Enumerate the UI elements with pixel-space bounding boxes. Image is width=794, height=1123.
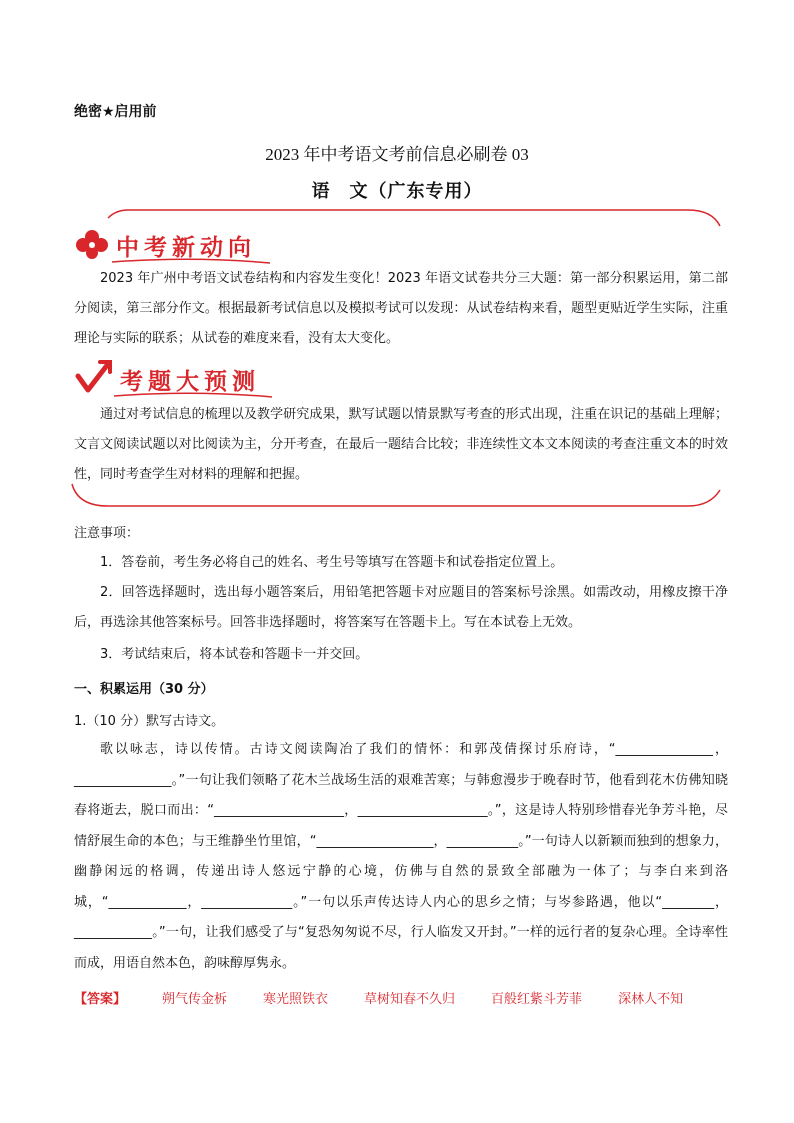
exam-title: 2023 年中考语文考前信息必刷卷 03 [265,145,529,164]
notes-heading: 注意事项： [74,526,140,541]
flower-icon [74,228,110,260]
part1-heading: 一、积累运用（30 分） [74,682,214,697]
question-1: 1.（10 分）默写古诗文。 [74,714,225,729]
heading-underline [114,392,274,400]
answer-row [74,988,728,1007]
answer-item: 深林人不知 [618,992,684,1007]
section-predict-heading: 考题大预测 [120,369,260,395]
answer-item: 草树知春不久归 [364,992,456,1007]
arrow-check-icon [74,358,114,396]
section-trend-text: 2023 年广州中考语文试卷结构和内容发生变化！2023 年语文试卷共分三大题：第一部分积累运用，第二部分阅读，第三部分作文。根据最新考试信息以及模拟考试可以发现：从试卷结构来看，题型更贴近学生实际，注重理论与实际的联系；从试卷的难度来看，没有太大变化。 [74,271,728,346]
notes-item: 2．回答选择题时，选出每小题答案后，用铅笔把答题卡对应题目的答案标号涂黑。如需改动，用橡皮擦干净后，再选涂其他答案标号。回答非选择题时，将答案写在答题卡上。写在本试卷上无效。 [74,585,728,630]
answer-item: 寒光照铁衣 [263,992,329,1007]
section-predict-text: 通过对考试信息的梳理以及教学研究成果，默写试题以情景默写考查的形式出现，注重在识记的基础上理解；文言文阅读试题以对比阅读为主，分开考查，在最后一题结合比较；非连续性文本文本阅读的考查注重文本的时效性，同时考查学生对材料的理解和把握。 [74,407,728,482]
section-trend-heading: 中考新动向 [116,235,256,261]
confidential-mark: 绝密★启用前 [74,104,157,120]
notes-item: 1．答卷前，考生务必将自己的姓名、考生号等填写在答题卡和试卷指定位置上。 [100,555,564,570]
question-1-passage: 歌以咏志，诗以传情。古诗文阅读陶冶了我们的情怀：和郭茂倩探讨乐府诗，“_______________，_______________。”一句让我们领略了花木兰战场生活的艰难苦寒；与韩愈漫步于晚春时节，他看到花木仿佛知晓春将逝去，脱口而出：“____________________，____________________。”，这是诗人特别珍惜春光争芳斗艳，尽情舒展生命的本色；与王维静坐竹里馆，“__________________，___________。”一句诗人以新颖而独到的想象力，幽静闲远的格调，传递出诗人悠远宁静的心境，仿佛与自然的景致全部融为一体了；与李白来到洛城，“____________，______________。”一句以乐声传达诗人内心的思乡之情；与岑参路遇，他以“________，____________。”一句，让我们感受了与“复恐匆匆说不尽，行人临发又开封。”一样的远行者的复杂心理。全诗率性而成，用语自然本色，韵味醇厚隽永。 [74,742,728,971]
answer-item: 百般红紫斗芳菲 [491,992,583,1007]
exam-subtitle: 语 文（广东专用） [311,181,483,202]
answer-item: 朔气传金柝 [162,992,228,1007]
answer-label: 【答案】 [74,992,127,1007]
notes-item: 3．考试结束后，将本试卷和答题卡一并交回。 [100,647,369,662]
